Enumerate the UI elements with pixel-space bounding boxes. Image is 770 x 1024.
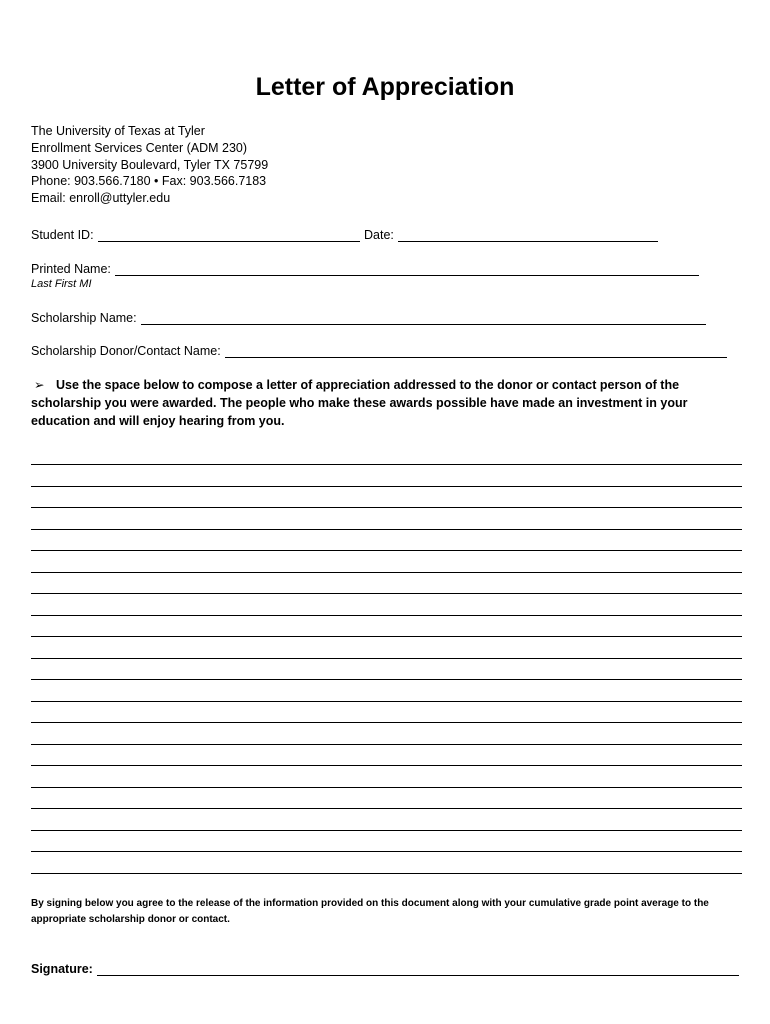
ruled-line: [31, 464, 742, 465]
ruled-line: [31, 701, 742, 702]
arrow-bullet-icon: ➢: [34, 378, 45, 392]
signature-label: Signature:: [31, 962, 93, 976]
scholarship-name-label: Scholarship Name:: [31, 311, 137, 325]
signature-input-line[interactable]: [97, 963, 739, 976]
printed-name-field: [31, 262, 699, 276]
ruled-line: [31, 486, 742, 487]
signature-field: [31, 962, 739, 976]
instruction-body: Use the space below to compose a letter of appreciation addressed to the donor or contact person of the scholarship you were awarded. The people who make these awards possible have made an investment in your education and will enjoy hearing from you.: [31, 378, 688, 428]
date-label: Date:: [364, 228, 394, 242]
ruled-line: [31, 851, 742, 852]
ruled-line: [31, 808, 742, 809]
student-id-input-line[interactable]: [98, 229, 360, 242]
address-line-university: The University of Texas at Tyler: [31, 124, 205, 138]
consent-statement: By signing below you agree to the release of the information provided on this document along with your cumulative grade point average to the appropriate scholarship donor or contact.: [31, 898, 709, 925]
date-input-line[interactable]: [398, 229, 658, 242]
printed-name-hint: Last First MI: [31, 278, 92, 290]
ruled-line: [31, 830, 742, 831]
ruled-line: [31, 529, 742, 530]
printed-name-input-line[interactable]: [115, 263, 699, 276]
address-line-office: Enrollment Services Center (ADM 230): [31, 140, 248, 155]
ruled-line: [31, 873, 742, 874]
printed-name-label: Printed Name:: [31, 262, 111, 276]
ruled-line: [31, 572, 742, 573]
donor-contact-input-line[interactable]: [225, 345, 727, 358]
ruled-line: [31, 507, 742, 508]
ruled-line: [31, 593, 742, 594]
date-field: [364, 228, 658, 242]
student-id-label: Student ID:: [31, 228, 94, 242]
ruled-line: [31, 679, 742, 680]
ruled-line: [31, 636, 742, 637]
ruled-line: [31, 765, 742, 766]
ruled-line: [31, 722, 742, 723]
student-id-field: [31, 228, 360, 242]
donor-contact-field: [31, 344, 727, 358]
address-line-street: 3900 University Boulevard, Tyler TX 75799: [31, 157, 269, 172]
instruction-text: [31, 376, 711, 430]
page-title: Letter of Appreciation: [255, 73, 515, 101]
scholarship-name-field: [31, 311, 706, 325]
ruled-line: [31, 787, 742, 788]
address-block: [31, 123, 268, 207]
donor-contact-label: Scholarship Donor/Contact Name:: [31, 344, 221, 358]
scholarship-name-input-line[interactable]: [141, 312, 706, 325]
ruled-line: [31, 744, 742, 745]
ruled-line: [31, 658, 742, 659]
address-line-phone-fax: Phone: 903.566.7180 • Fax: 903.566.7183: [31, 174, 267, 189]
address-line-email: Email: enroll@uttyler.edu: [31, 191, 171, 206]
ruled-line: [31, 550, 742, 551]
ruled-line: [31, 615, 742, 616]
